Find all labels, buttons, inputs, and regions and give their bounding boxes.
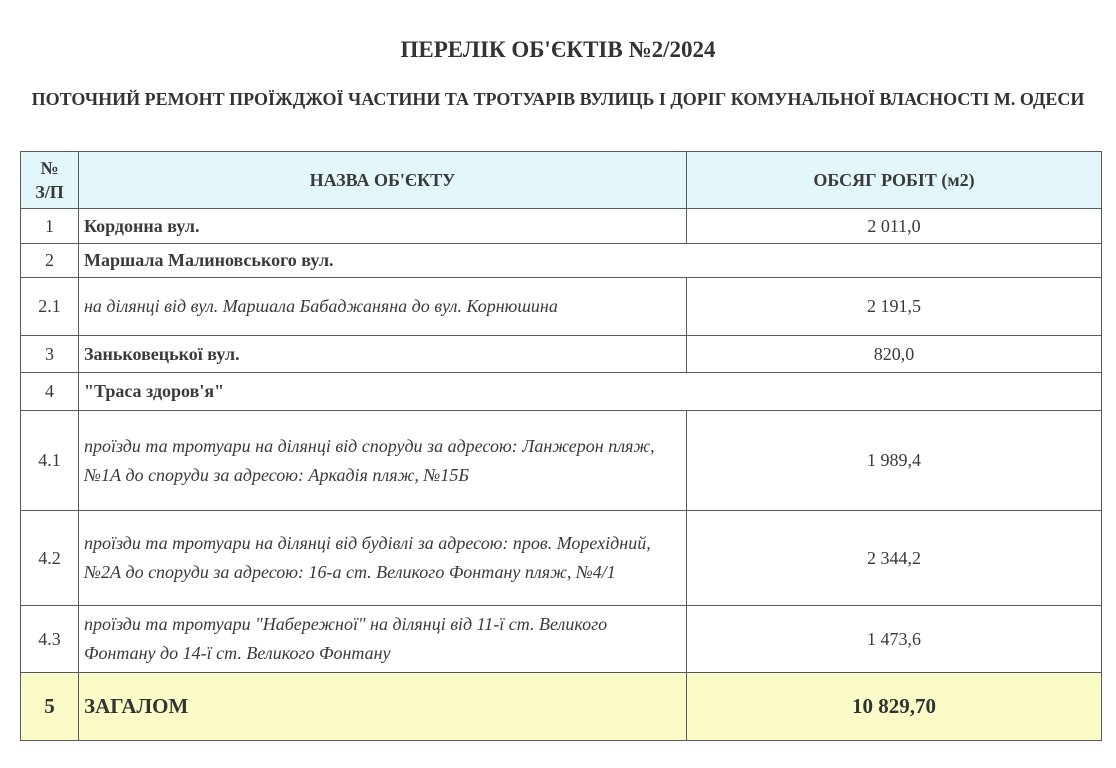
row-name: Маршала Малиновського вул. bbox=[79, 244, 1102, 278]
row-name: Кордонна вул. bbox=[79, 209, 687, 244]
total-number: 5 bbox=[21, 673, 79, 741]
header-number-abbr: З/П bbox=[35, 182, 64, 202]
row-number: 2 bbox=[21, 244, 79, 278]
objects-table bbox=[20, 151, 1102, 741]
row-volume: 2 344,2 bbox=[687, 511, 1102, 606]
row-name: проїзди та тротуари на ділянці від споруди за адресою: Ланжерон пляж, №1А до споруди за адресою: Аркадія пляж, №15Б bbox=[79, 411, 687, 511]
header-name: НАЗВА ОБ'ЄКТУ bbox=[79, 152, 687, 209]
row-name: Заньковецької вул. bbox=[79, 336, 687, 373]
table-row bbox=[21, 606, 1102, 673]
document-title: ПЕРЕЛІК ОБ'ЄКТІВ №2/2024 bbox=[400, 37, 716, 62]
row-number: 4 bbox=[21, 373, 79, 411]
row-name: проїзди та тротуари "Набережної" на ділянці від 11-ї ст. Великого Фонтану до 14-ї ст. Великого Фонтану bbox=[79, 606, 687, 673]
table-row bbox=[21, 411, 1102, 511]
table-row bbox=[21, 209, 1102, 244]
row-number: 2.1 bbox=[21, 278, 79, 336]
total-label: ЗАГАЛОМ bbox=[79, 673, 687, 741]
header-number-symbol: № bbox=[40, 158, 59, 178]
row-volume: 820,0 bbox=[687, 336, 1102, 373]
row-volume: 2 011,0 bbox=[687, 209, 1102, 244]
total-volume: 10 829,70 bbox=[687, 673, 1102, 741]
table-row bbox=[21, 511, 1102, 606]
row-number: 3 bbox=[21, 336, 79, 373]
header-number bbox=[21, 152, 79, 209]
row-number: 4.3 bbox=[21, 606, 79, 673]
row-number: 4.2 bbox=[21, 511, 79, 606]
table-row bbox=[21, 278, 1102, 336]
row-volume: 1 473,6 bbox=[687, 606, 1102, 673]
table-row bbox=[21, 336, 1102, 373]
table-row bbox=[21, 244, 1102, 278]
row-volume: 2 191,5 bbox=[687, 278, 1102, 336]
total-row bbox=[21, 673, 1102, 741]
document-subtitle: ПОТОЧНИЙ РЕМОНТ ПРОЇЖДЖОЇ ЧАСТИНИ ТА ТРОТУАРІВ ВУЛИЦЬ І ДОРІГ КОМУНАЛЬНОЇ ВЛАСНОСТІ М. ОДЕСИ bbox=[31, 89, 1085, 109]
header-volume: ОБСЯГ РОБІТ (м2) bbox=[687, 152, 1102, 209]
row-volume: 1 989,4 bbox=[687, 411, 1102, 511]
row-name: на ділянці від вул. Маршала Бабаджаняна до вул. Корнюшина bbox=[79, 278, 687, 336]
table-header-row bbox=[21, 152, 1102, 209]
row-name: проїзди та тротуари на ділянці від будівлі за адресою: пров. Морехідний, №2А до споруди за адресою: 16-а ст. Великого Фонтану пляж, №4/1 bbox=[79, 511, 687, 606]
row-number: 4.1 bbox=[21, 411, 79, 511]
row-name: "Траса здоров'я" bbox=[79, 373, 1102, 411]
row-number: 1 bbox=[21, 209, 79, 244]
table-row bbox=[21, 373, 1102, 411]
